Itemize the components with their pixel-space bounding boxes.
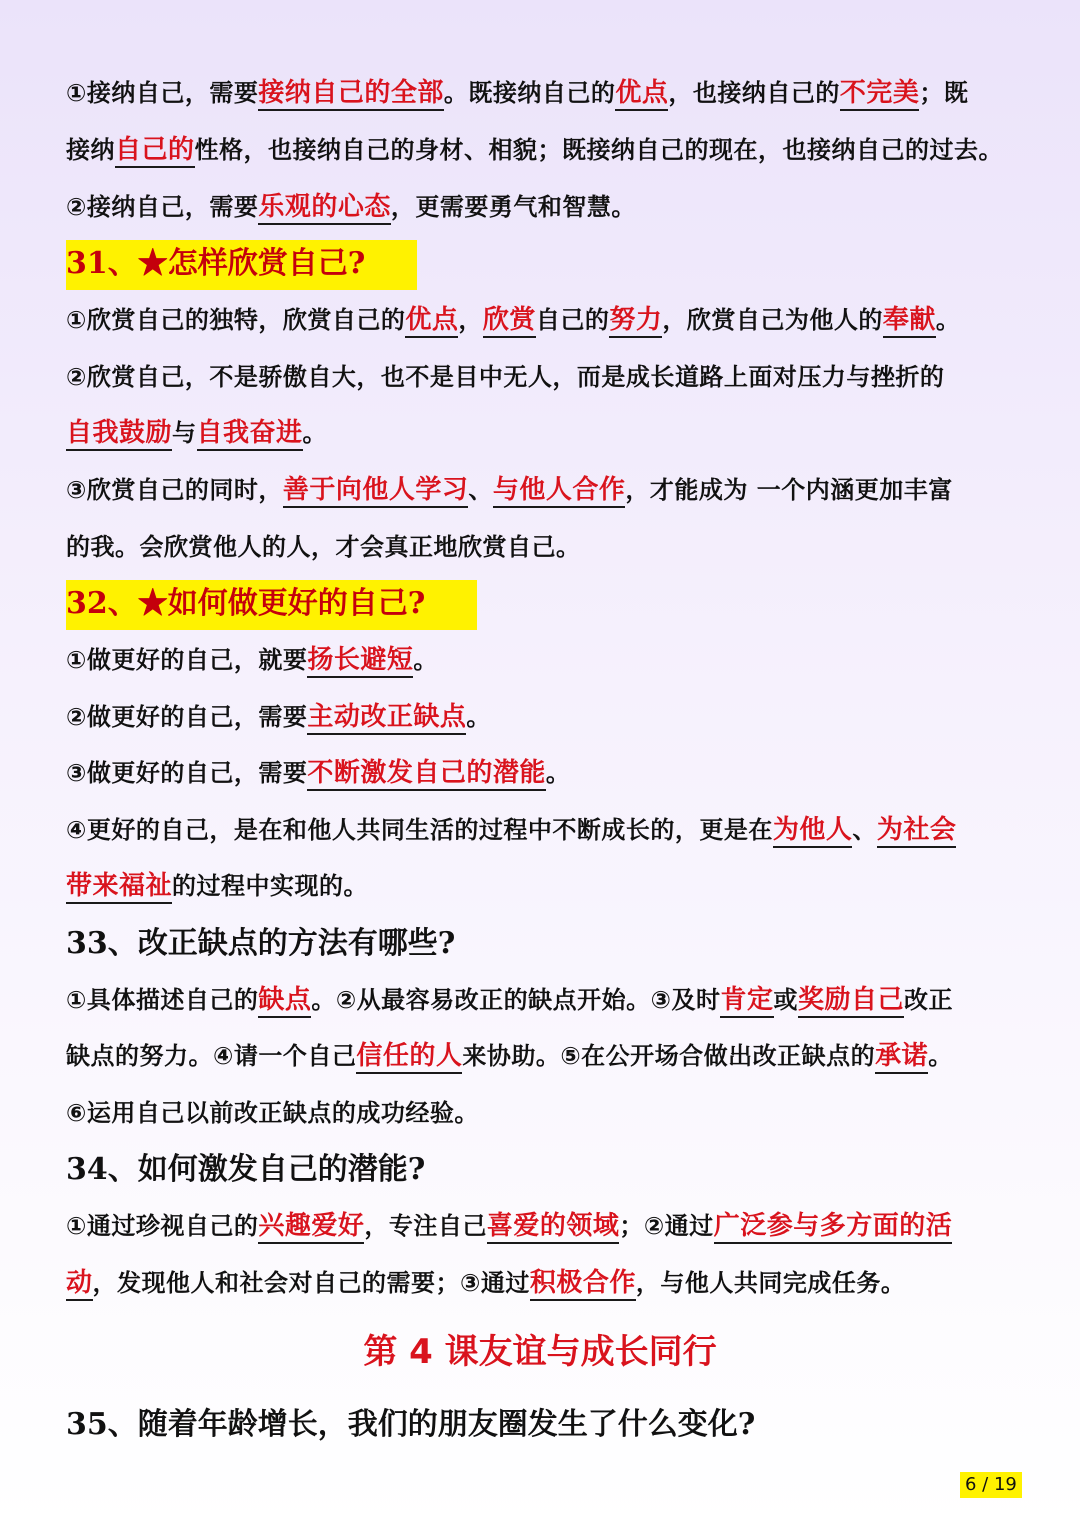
key-phrase: 缺点: [258, 985, 311, 1018]
text: ，发现他人和社会对自己的需要；③通过: [92, 1269, 530, 1297]
question-heading-34: 34、如何激发自己的潜能?: [66, 1152, 426, 1187]
text: ③欣赏自己的同时，: [66, 476, 283, 504]
key-phrase: 自己的: [115, 135, 195, 168]
text: ①通过珍视自己的: [66, 1212, 259, 1240]
text: 。: [928, 1042, 953, 1070]
paragraph-line: [66, 869, 368, 903]
text: ④更好的自己，是在和他人共同生活的过程中不断成长的，更是在: [66, 816, 773, 844]
key-phrase: 扬长避短: [307, 645, 413, 678]
chapter-title: 第 4 课友谊与成长同行: [363, 1332, 717, 1372]
paragraph-line: [66, 303, 960, 337]
text: ①做更好的自己，就要: [66, 646, 308, 674]
paragraph-line: [66, 643, 438, 677]
key-phrase: 自我鼓励: [66, 418, 172, 451]
text: ②做更好的自己，需要: [66, 703, 308, 731]
paragraph-line: [66, 530, 581, 564]
key-phrase: 为他人: [773, 815, 853, 848]
text: ①欣赏自己的独特，欣赏自己的: [66, 306, 406, 334]
paragraph-line: [66, 813, 956, 847]
text: ，也接纳自己的: [668, 79, 840, 107]
question-heading-33: 33、改正缺点的方法有哪些?: [66, 926, 456, 961]
key-phrase: 主动改正缺点: [307, 702, 466, 735]
text: ⑥运用自己以前改正缺点的成功经验。: [66, 1099, 479, 1127]
key-phrase: 信任的人: [356, 1041, 462, 1074]
key-phrase: 奖励自己: [798, 985, 904, 1018]
key-phrase: 积极合作: [530, 1268, 636, 1301]
text: ②欣赏自己，不是骄傲自大，也不是目中无人，而是成长道路上面对压力与挫折的: [66, 363, 945, 391]
text: 改正: [904, 986, 954, 1014]
question-heading-35: 35、随着年龄增长，我们的朋友圈发生了什么变化?: [66, 1407, 756, 1442]
text: ，与他人共同完成任务。: [635, 1269, 906, 1297]
paragraph-line: [66, 1266, 905, 1300]
text: ①具体描述自己的: [66, 986, 259, 1014]
text: 自己的: [535, 306, 610, 334]
key-phrase: 带来福祉: [66, 871, 172, 904]
text: 、: [468, 476, 493, 504]
text: 。②从最容易改正的缺点开始。③及时: [311, 986, 721, 1014]
text: 缺点的努力。④请一个自己: [66, 1042, 357, 1070]
paragraph-line: [66, 756, 570, 790]
text: ，才能成为 一个内涵更加丰富: [625, 476, 953, 504]
paragraph-line: [66, 473, 953, 507]
text: 的我。会欣赏他人的人，才会真正地欣赏自己。: [66, 533, 581, 561]
text: 。: [302, 419, 328, 447]
key-phrase: 乐观的心态: [258, 192, 391, 225]
key-phrase: 优点: [405, 305, 458, 338]
text: 的过程中实现的。: [172, 872, 369, 900]
key-phrase: 兴趣爱好: [258, 1211, 364, 1244]
paragraph-line: [66, 1209, 952, 1243]
paragraph-line: [66, 983, 953, 1017]
key-phrase: 肯定: [720, 985, 773, 1018]
key-phrase: 不完美: [840, 78, 920, 111]
text: 或: [773, 986, 798, 1014]
text: 与: [172, 419, 197, 447]
text: 。: [935, 306, 961, 334]
key-phrase: 善于向他人学习: [283, 475, 469, 508]
paragraph-line: [66, 416, 327, 450]
key-phrase: 奉献: [883, 305, 936, 338]
text: 来协助。⑤在公开场合做出改正缺点的: [462, 1042, 876, 1070]
text: 、: [852, 816, 877, 844]
paragraph-line: [66, 1039, 953, 1073]
paragraph-line: [66, 133, 1003, 167]
key-phrase: 承诺: [875, 1041, 928, 1074]
paragraph-line: [66, 1096, 479, 1130]
key-phrase: 动: [66, 1268, 93, 1301]
text: 。: [413, 646, 438, 674]
key-phrase: 喜爱的领域: [487, 1211, 620, 1244]
text: ，专注自己: [364, 1212, 487, 1240]
text: ，欣赏自己为他人的: [662, 306, 883, 334]
text: 。: [545, 759, 571, 787]
paragraph-line: [66, 360, 944, 394]
key-phrase: 努力: [609, 305, 662, 338]
question-heading-31: 31、★怎样欣赏自己?: [66, 240, 417, 290]
key-phrase: 自我奋进: [197, 418, 303, 451]
paragraph-line: [66, 76, 968, 110]
key-phrase: 为社会: [877, 815, 957, 848]
paragraph-line: [66, 190, 636, 224]
key-phrase: 广泛参与多方面的活: [714, 1211, 953, 1244]
paragraph-line: [66, 700, 491, 734]
key-phrase: 不断激发自己的潜能: [307, 758, 546, 791]
text: ③做更好的自己，需要: [66, 759, 308, 787]
text: ，更需要勇气和智慧。: [390, 193, 636, 221]
page-number: 6 / 19: [960, 1472, 1022, 1498]
text: ①接纳自己，需要: [66, 79, 259, 107]
text: ②接纳自己，需要: [66, 193, 259, 221]
key-phrase: 优点: [615, 78, 668, 111]
text: 性格，也接纳自己的身材、相貌；既接纳自己的现在，也接纳自己的过去。: [194, 136, 1004, 164]
text: ；既: [919, 79, 969, 107]
question-heading-32: 32、★如何做更好的自己?: [66, 580, 477, 630]
text: 。既接纳自己的: [443, 79, 616, 107]
text: ；②通过: [619, 1212, 714, 1240]
key-phrase: 接纳自己的全部: [258, 78, 444, 111]
text: 。: [466, 703, 491, 731]
text: ，: [458, 306, 483, 334]
key-phrase: 欣赏: [483, 305, 536, 338]
text: 接纳: [66, 136, 115, 164]
key-phrase: 与他人合作: [493, 475, 626, 508]
